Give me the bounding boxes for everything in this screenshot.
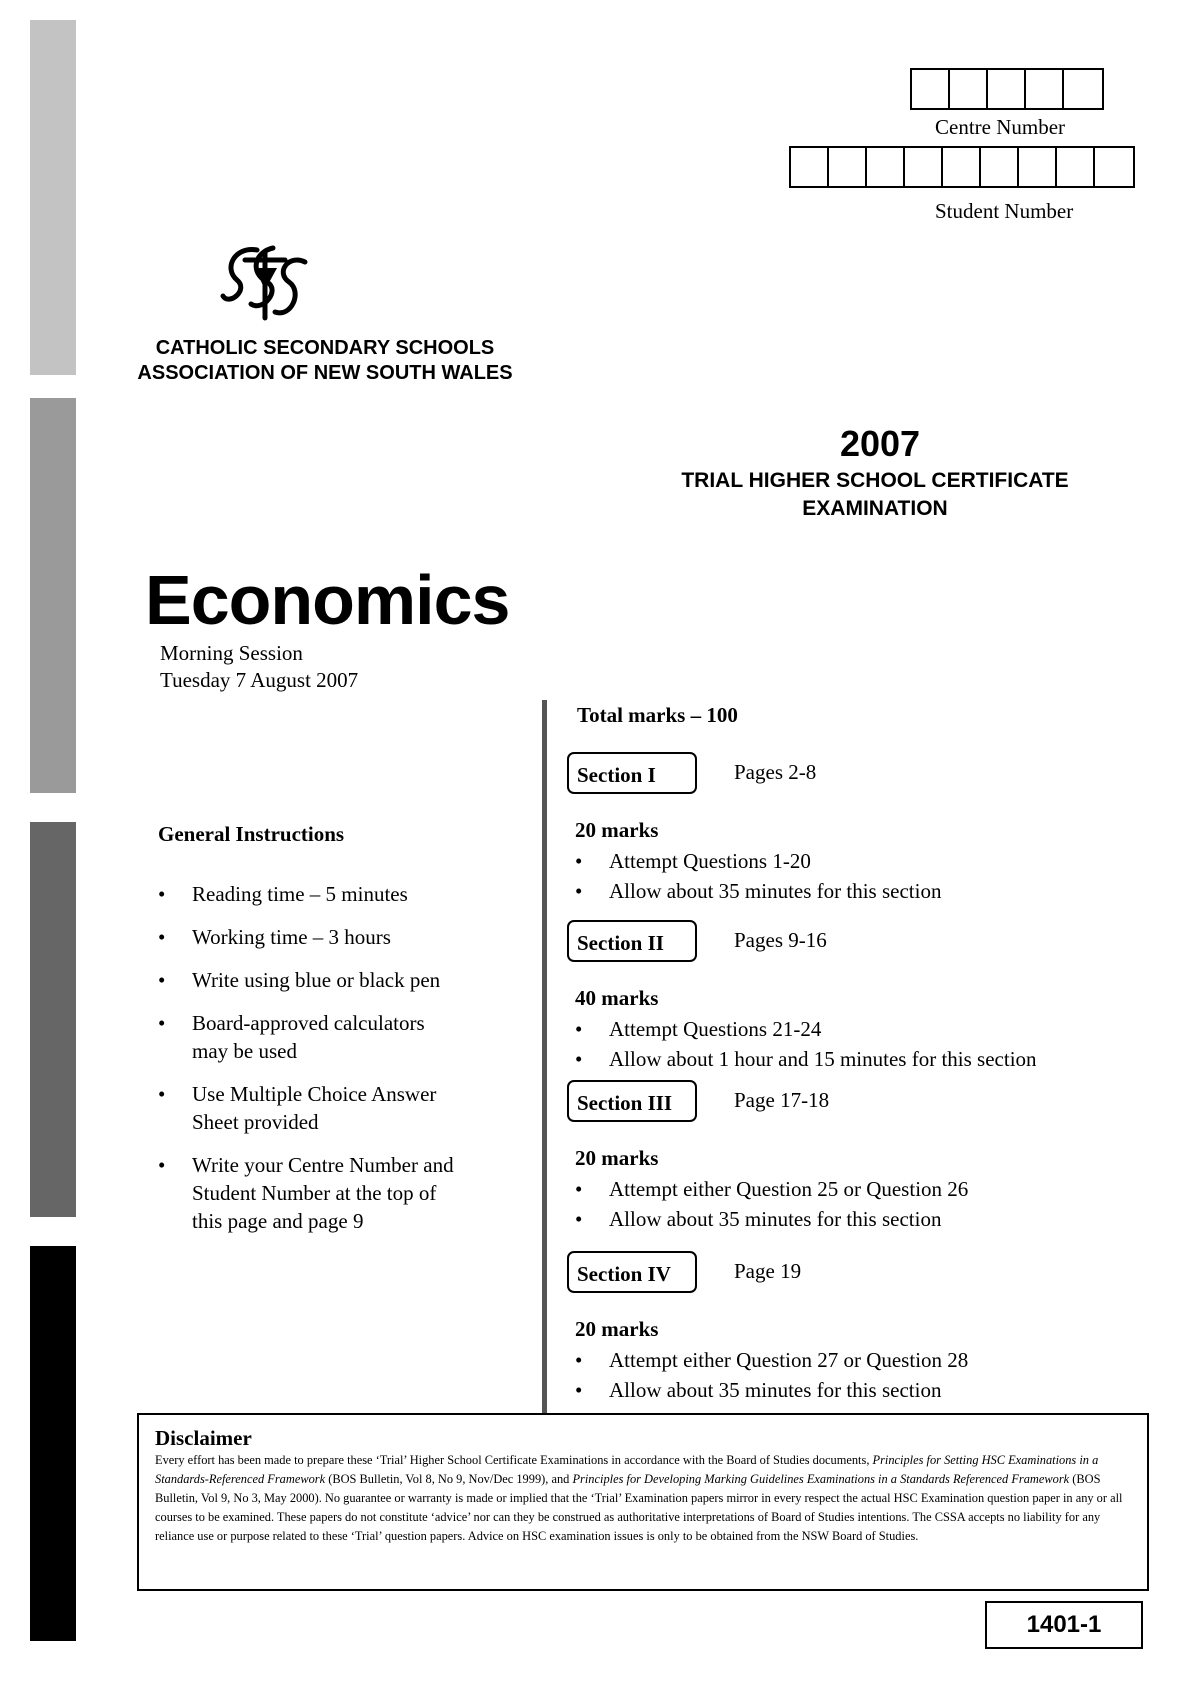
general-instructions-heading: General Instructions xyxy=(158,822,345,846)
student-number-digit[interactable] xyxy=(943,148,981,186)
section-marks: 20 marks xyxy=(575,1317,659,1341)
centre-number-label: Centre Number xyxy=(935,115,1066,139)
column-divider xyxy=(542,700,547,1415)
section-instruction-item: • Allow about 35 minutes for this section xyxy=(575,1204,1175,1234)
org-name-line2: ASSOCIATION OF NEW SOUTH WALES xyxy=(137,362,513,384)
instruction-item: • Reading time – 5 minutes xyxy=(158,880,518,908)
student-number-digit[interactable] xyxy=(981,148,1019,186)
section-label-box: Section III xyxy=(567,1080,697,1122)
disclaimer-heading: Disclaimer xyxy=(155,1426,252,1450)
section-instructions xyxy=(575,1174,1175,1234)
disclaimer-text: Every effort has been made to prepare these ‘Trial’ Higher School Certificate Examinations in accordance with the Board of Studies documents, Principles for Setting HSC Examinations in a Standards-Referenced Framework (BOS Bulletin, Vol 8, No 9, Nov/Dec 1999), and Principles for Developing Marking Guidelines Examinations in a Standards Referenced Framework (BOS Bulletin, Vol 9, No 3, May 2000). No guarantee or warranty is made or implied that the ‘Trial’ Examination papers mirror in every respect the actual HSC Examination question paper in any or all courses to be examined. These papers do not constitute ‘advice’ nor can they be construed as authoritative interpretations of Board of Studies intentions. The CSSA accepts no liability for any reliance use or purpose related to these ‘Trial’ question papers. Advice on HSC examination issues is only to be obtained from the NSW Board of Studies. xyxy=(155,1453,1123,1543)
subject-title: Economics xyxy=(145,561,510,639)
instruction-item: • Working time – 3 hours xyxy=(158,923,518,951)
section-instructions xyxy=(575,1014,1175,1074)
instruction-item: • Write using blue or black pen xyxy=(158,966,518,994)
student-number-digit[interactable] xyxy=(905,148,943,186)
section-instructions xyxy=(575,846,1175,906)
centre-number-digit[interactable] xyxy=(1026,70,1064,108)
student-number-digit[interactable] xyxy=(1095,148,1133,186)
centre-number-digit[interactable] xyxy=(912,70,950,108)
student-number-label: Student Number xyxy=(935,199,1074,223)
total-marks: Total marks – 100 xyxy=(577,703,738,727)
section-label-box: Section IV xyxy=(567,1251,697,1293)
section-marks: 40 marks xyxy=(575,986,659,1010)
section-instruction-item: • Allow about 35 minutes for this section xyxy=(575,876,1175,906)
centre-number-digit[interactable] xyxy=(950,70,988,108)
section-label-box: Section I xyxy=(567,752,697,794)
student-number-digit[interactable] xyxy=(1019,148,1057,186)
section-instruction-item: • Attempt either Question 27 or Question 28 xyxy=(575,1345,1175,1375)
section-label-box: Section II xyxy=(567,920,697,962)
section-pages: Pages 2-8 xyxy=(734,760,817,784)
instruction-item: • Board-approved calculators may be used xyxy=(158,1009,518,1065)
section-instruction-item: • Attempt Questions 1-20 xyxy=(575,846,1175,876)
student-number-digit[interactable] xyxy=(829,148,867,186)
disclaimer-box xyxy=(137,1413,1149,1591)
exam-year: 2007 xyxy=(839,423,921,464)
side-bar-mid xyxy=(30,398,76,793)
org-name-line1: CATHOLIC SECONDARY SCHOOLS xyxy=(155,337,495,359)
side-bar-dark xyxy=(30,822,76,1217)
section-instruction-item: • Allow about 1 hour and 15 minutes for this section xyxy=(575,1044,1175,1074)
instruction-item: • Use Multiple Choice Answer Sheet provided xyxy=(158,1080,518,1136)
student-number-digit[interactable] xyxy=(791,148,829,186)
student-number-digit[interactable] xyxy=(867,148,905,186)
general-instructions-list xyxy=(158,880,518,1250)
session-date: Tuesday 7 August 2007 xyxy=(160,668,359,692)
section-instruction-item: • Attempt Questions 21-24 xyxy=(575,1014,1175,1044)
section-pages: Pages 9-16 xyxy=(734,928,827,952)
cssa-monogram-logo-icon xyxy=(215,238,315,328)
centre-number-digit[interactable] xyxy=(1064,70,1102,108)
section-instructions xyxy=(575,1345,1175,1405)
exam-title-line1: TRIAL HIGHER SCHOOL CERTIFICATE xyxy=(681,469,1069,492)
section-pages: Page 17-18 xyxy=(734,1088,830,1112)
section-instruction-item: • Attempt either Question 25 or Question 26 xyxy=(575,1174,1175,1204)
section-instruction-item: • Allow about 35 minutes for this section xyxy=(575,1375,1175,1405)
paper-code: 1401-1 xyxy=(985,1601,1143,1649)
side-bar-black xyxy=(30,1246,76,1641)
side-bar-light xyxy=(30,20,76,375)
centre-number-digit[interactable] xyxy=(988,70,1026,108)
centre-number-boxes[interactable] xyxy=(910,68,1104,110)
section-marks: 20 marks xyxy=(575,1146,659,1170)
session-time: Morning Session xyxy=(160,641,303,665)
section-pages: Page 19 xyxy=(734,1259,802,1283)
student-number-boxes[interactable] xyxy=(789,146,1135,188)
student-number-digit[interactable] xyxy=(1057,148,1095,186)
instruction-item: • Write your Centre Number and Student Number at the top of this page and page 9 xyxy=(158,1151,518,1235)
exam-title-line2: EXAMINATION xyxy=(802,497,948,520)
section-marks: 20 marks xyxy=(575,818,659,842)
